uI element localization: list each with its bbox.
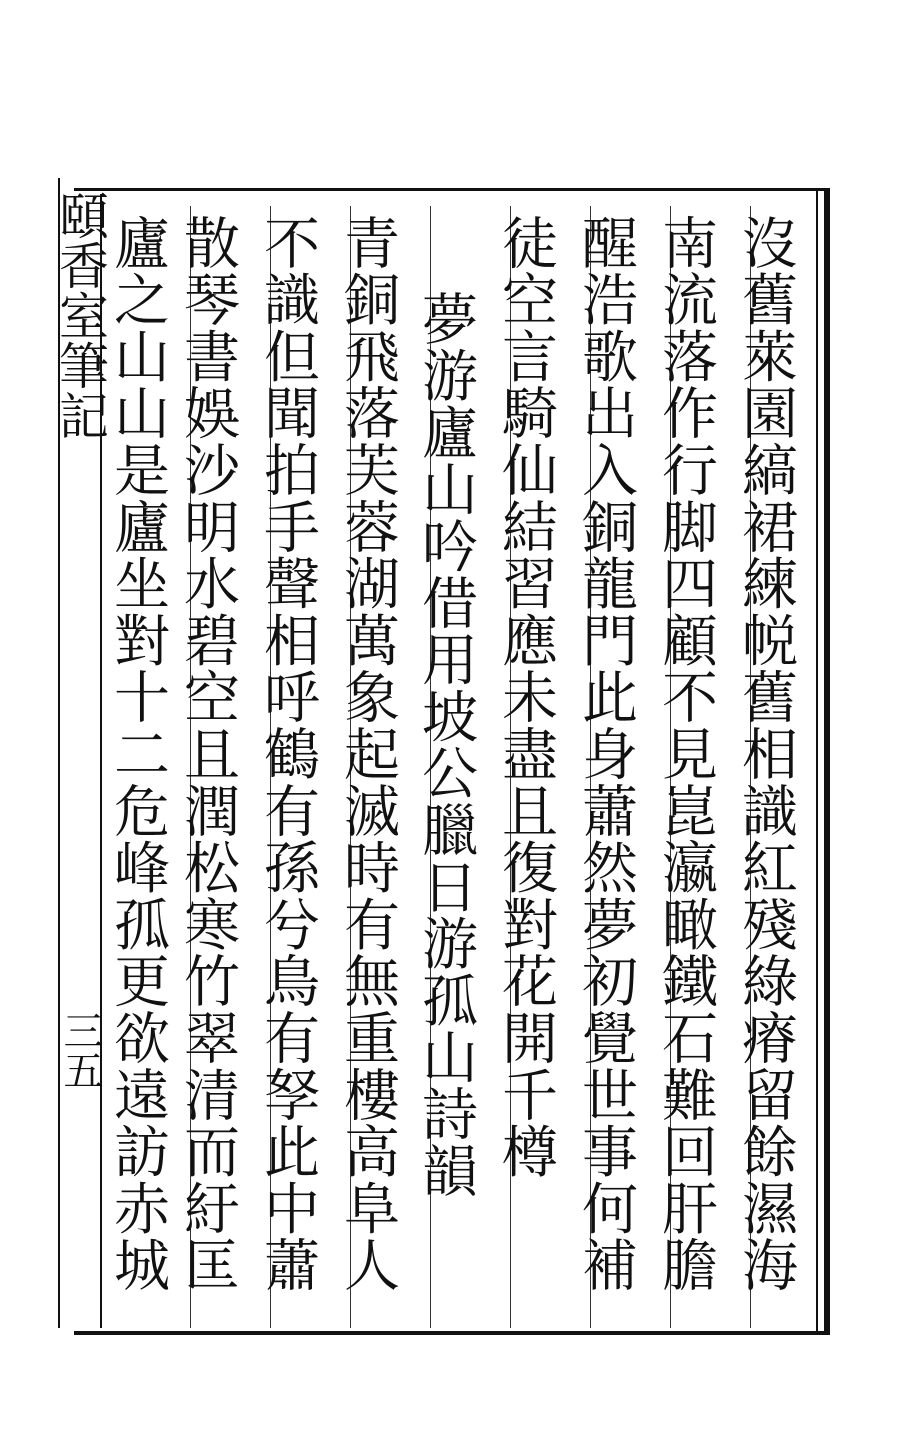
poem-title: 夢游廬山吟借用坡公臘日游孤山詩韻 (413, 290, 478, 1199)
page-number: 三五 (57, 1010, 103, 1090)
text-column-6: 青銅飛落芙蓉湖萬象起滅時有無重樓高阜人 (335, 214, 400, 1294)
text-column-3: 醒浩歌出入銅龍門此身蕭然夢初覺世事何補 (573, 214, 638, 1294)
text-column-7: 不識但聞拍手聲相呼鶴有孫兮鳥有孥此中蕭 (255, 214, 320, 1294)
book-title: 頤香室筆記 (51, 190, 109, 440)
text-column-1: 沒舊萊園縞裙練帨舊相識紅殘綠瘠留餘濕海 (733, 214, 798, 1294)
text-column-8: 散琴書娛沙明水碧空且潤松寒竹翠清而紆匡 (175, 214, 240, 1294)
text-column-9: 廬之山山是廬坐對十二危峰孤更欲遠訪赤城 (105, 214, 170, 1294)
text-column-2: 南流落作行脚四顧不見崑瀛瞰鐵石難回肝膽 (653, 214, 718, 1294)
text-column-4: 徒空言騎仙結習應未盡且復對花開千樽 (493, 214, 558, 1180)
